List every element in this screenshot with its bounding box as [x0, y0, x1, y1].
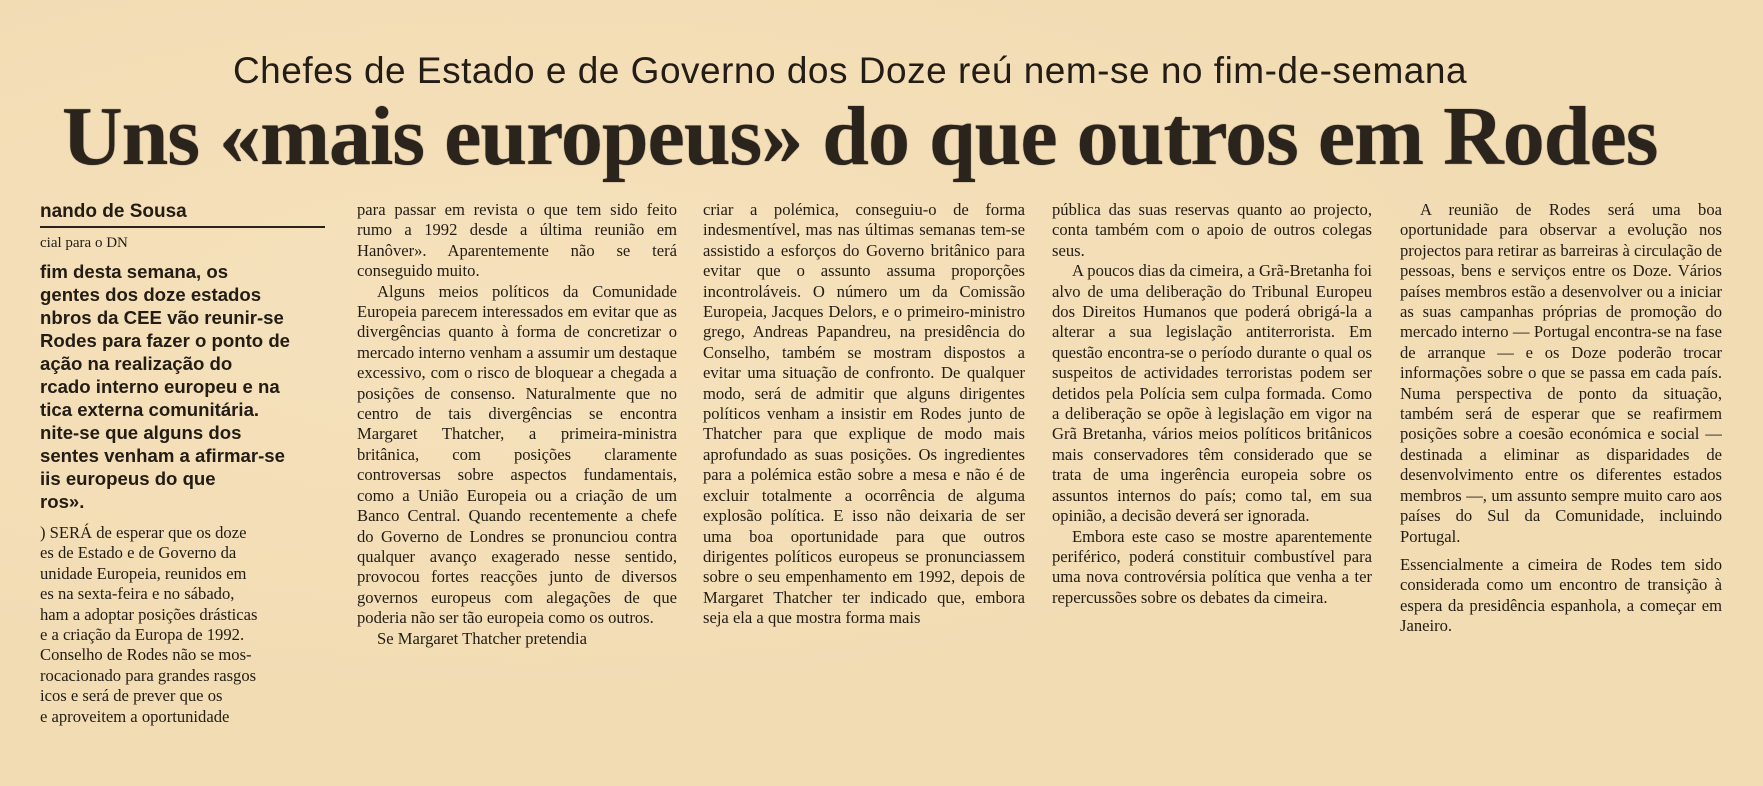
paragraph: A reunião de Rodes será uma boa oportunidade para observar a evolução nos projectos para retirar as barreiras à circulação de pessoas, bens e serviços entre os Doze. Vários países membros estão a desenvolver ou a iniciar as suas campanhas próprias de promoção do mercado interno — Portugal encontra-se na fase de arranque — e os Doze poderão trocar informações sobre o que se passa em cada país. Numa perspectiva de ponto da situação, também será de esperar que se reafirmem posições sobre a coesão económica e social — destinada a eliminar as disparidades de desenvolvimento entre os diferentes estados membros —, um assunto sempre muito caro aos países do Sul da Comunidade, incluindo Portugal. — [1400, 200, 1722, 546]
paragraph: A poucos dias da cimeira, a Grã-Bretanha foi alvo de uma deliberação do Tribunal Europeu dos Direitos Humanos que poderá obrigá-la a alterar a sua legislação antiterrorista. Em questão encontra-se o período durante o qual os suspeitos de actividades terroristas podem ser detidos pela Polícia sem culpa formada. Como a deliberação se opõe à legislação em vigor na Grã Bretanha, vários meios políticos britânicos mais conservadores têm considerado que se trata de uma ingerência europeia sobre os assuntos internos do país; como tal, em sua opinião, a decisão deverá ser ignorada. — [1052, 261, 1372, 526]
paragraph: pública das suas reservas quanto ao projecto, conta também com o apoio de outros colegas seus. — [1052, 200, 1372, 260]
article-kicker: Chefes de Estado e de Governo dos Doze reú nem-se no fim-de-semana — [232, 50, 1468, 91]
lead-line: nbros da CEE vão reunir-se — [40, 307, 284, 328]
body-line: unidade Europeia, reunidos em — [40, 563, 247, 583]
column-3 — [703, 200, 1025, 760]
column-2 — [357, 200, 677, 760]
paragraph: Embora este caso se mostre aparentemente periférico, poderá constituir combustível para uma nova controvérsia política que venha a ter repercussões sobre os debates da cimeira. — [1052, 526, 1372, 607]
lead-line: tica externa comunitária. — [40, 399, 260, 420]
body-line: rocacionado para grandes rasgos — [40, 665, 257, 685]
body-line: es de Estado e de Governo da — [40, 543, 237, 563]
lead-line: fim desta semana, os — [40, 261, 229, 282]
lead-line: ação na realização do — [40, 353, 233, 374]
lead-line: rcado interno europeu e na — [40, 376, 280, 397]
column-4 — [1052, 200, 1372, 760]
column-5 — [1400, 200, 1722, 760]
column-1-body — [40, 523, 325, 727]
lead-line: Rodes para fazer o ponto de — [40, 330, 291, 351]
paragraph: Se Margaret Thatcher pretendia — [377, 628, 587, 648]
body-line: e aproveitem a oportunidade — [40, 706, 230, 726]
body-line: icos e será de prever que os — [40, 686, 223, 706]
byline-rule — [40, 226, 325, 228]
body-line: Conselho de Rodes não se mos- — [40, 645, 252, 665]
body-line: ) SERÁ de esperar que os doze — [40, 523, 247, 542]
lead-line: ros». — [40, 491, 85, 512]
paragraph: Alguns meios políticos da Comunidade Europeia parecem interessados em evitar que as divergências quanto à forma de concretizar o mercado interno venham a assumir um destaque excessivo, com o risco de bloquear a chegada a posições de consenso. Naturalmente que no centro de tais divergências se encontra Margaret Thatcher, a primeira-ministra britânica, com posições claramente controversas sobre aspectos fundamentais, como a União Europeia ou a criação de um Banco Central. Quando recentemente a chefe do Governo de Londres se pronunciou contra qualquer avanço exagerado nesse sentido, provocou fortes reacções junto de diversos governos europeus com alegações de que poderia não ser tão europeia como os outros. — [357, 281, 677, 628]
body-line: e a criação da Europa de 1992. — [40, 625, 245, 645]
article-lead — [40, 260, 325, 513]
column-1 — [40, 200, 325, 740]
lead-line: nite-se que alguns dos — [40, 422, 242, 443]
article-headline: Uns «mais europeus» do que outros em Rodes — [62, 90, 1658, 183]
paragraph: para passar em revista o que tem sido feito rumo a 1992 desde a última reunião em Hanôver». Aparentemente não se terá conseguido muito. — [357, 200, 677, 281]
paragraph: Essencialmente a cimeira de Rodes tem sido considerada como um encontro de transição à espera da presidência espanhola, a começar em Janeiro. — [1400, 554, 1722, 636]
byline-credit: cial para o DN — [40, 235, 128, 251]
lead-line: sentes venham a afirmar-se — [40, 445, 285, 466]
body-line: ham a adoptar posições drásticas — [40, 604, 258, 624]
paragraph: criar a polémica, conseguiu-o de forma indesmentível, mas nas últimas semanas tem-se assistido a esforços do Governo britânico para evitar que o assunto assuma proporções incontroláveis. O número um da Comissão Europeia, Jacques Delors, e o primeiro-ministro grego, Andreas Papandreu, na presidência do Conselho, também se mostram dispostos a evitar uma situação de confronto. De qualquer modo, será de admitir que alguns dirigentes políticos venham a insistir em Rodes junto de Thatcher para que explique de modo mais aprofundado as suas posições. Os ingredientes para a polémica estão sobre a mesa e não é de excluir totalmente a ocorrência de alguma explosão política. E isso não deixaria de ser uma boa oportunidade para que outros dirigentes políticos europeus se pronunciassem sobre o seu empenhamento em 1992, depois de Margaret Thatcher ter indicado que, embora seja ela a que mostra forma mais — [703, 200, 1025, 628]
byline: nando de Sousa — [40, 201, 187, 222]
lead-line: gentes dos doze estados — [40, 284, 262, 305]
body-line: es na sexta-feira e no sábado, — [40, 584, 235, 604]
lead-line: iis europeus do que — [40, 468, 216, 489]
